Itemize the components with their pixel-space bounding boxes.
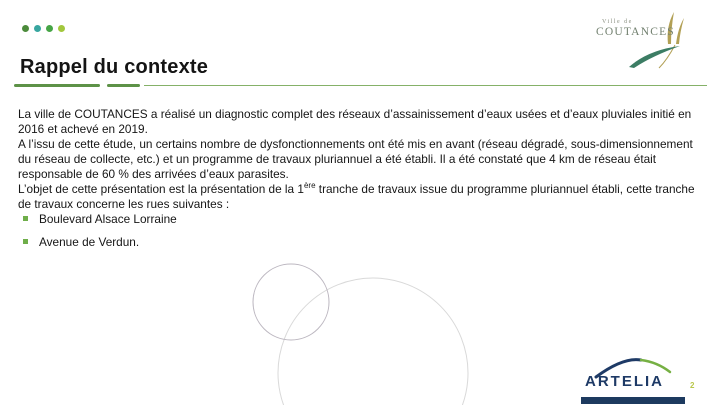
ordinal-superscript: ère	[303, 181, 316, 191]
accent-dot-icon	[58, 25, 65, 32]
list-item-label: Avenue de Verdun.	[39, 235, 140, 249]
list-item-label: Boulevard Alsace Lorraine	[39, 212, 177, 226]
paragraph-context: La ville de COUTANCES a réalisé un diagnostic complet des réseaux d’assainissement d’eaux usées et d’eaux pluviales initié en 2016 et achevé en 2019.	[18, 107, 692, 136]
accent-dot-icon	[34, 25, 41, 32]
underline-thin-line	[144, 85, 707, 86]
underline-segment	[107, 84, 140, 87]
coutances-logo-smalltext: Ville de	[602, 19, 633, 25]
header-accent-dots	[22, 25, 65, 32]
list-item	[18, 212, 706, 227]
coutances-logo	[575, 8, 705, 78]
paragraph-object-text: tranche de travaux issue du programme pluriannuel établi, cette tranche de travaux concerne les rues suivantes :	[18, 182, 695, 211]
slide-body	[18, 107, 706, 258]
coutances-spire-icon	[575, 8, 705, 78]
page-number: 2	[690, 381, 695, 390]
bullet-square-icon	[23, 216, 28, 221]
title-underline	[14, 83, 707, 88]
slide-title: Rappel du contexte	[20, 56, 209, 79]
paragraph-object-text: L’objet de cette présentation est la présentation de la 1	[18, 182, 304, 196]
artelia-logo-name: ARTELIA	[585, 373, 664, 390]
list-item	[18, 235, 706, 250]
bullet-square-icon	[23, 239, 28, 244]
accent-dot-icon	[46, 25, 53, 32]
accent-dot-icon	[22, 25, 29, 32]
coutances-logo-name: COUTANCES	[596, 26, 675, 38]
paragraph-object	[18, 182, 706, 212]
street-list	[18, 212, 706, 250]
underline-segment	[14, 84, 100, 87]
footer-accent-bar	[581, 397, 685, 404]
paragraph-findings: A l’issu de cette étude, un certains nombre de dysfonctionnements ont été mis en avant (réseau dégradé, sous-dimensionnement du réseau de collecte, etc.) et un programme de travaux pluriannuel a été établi. Il a été constaté que 4 km de réseau était responsable de 60 % des arrivées d’eaux parasites.	[18, 137, 693, 181]
artelia-logo	[583, 352, 693, 394]
